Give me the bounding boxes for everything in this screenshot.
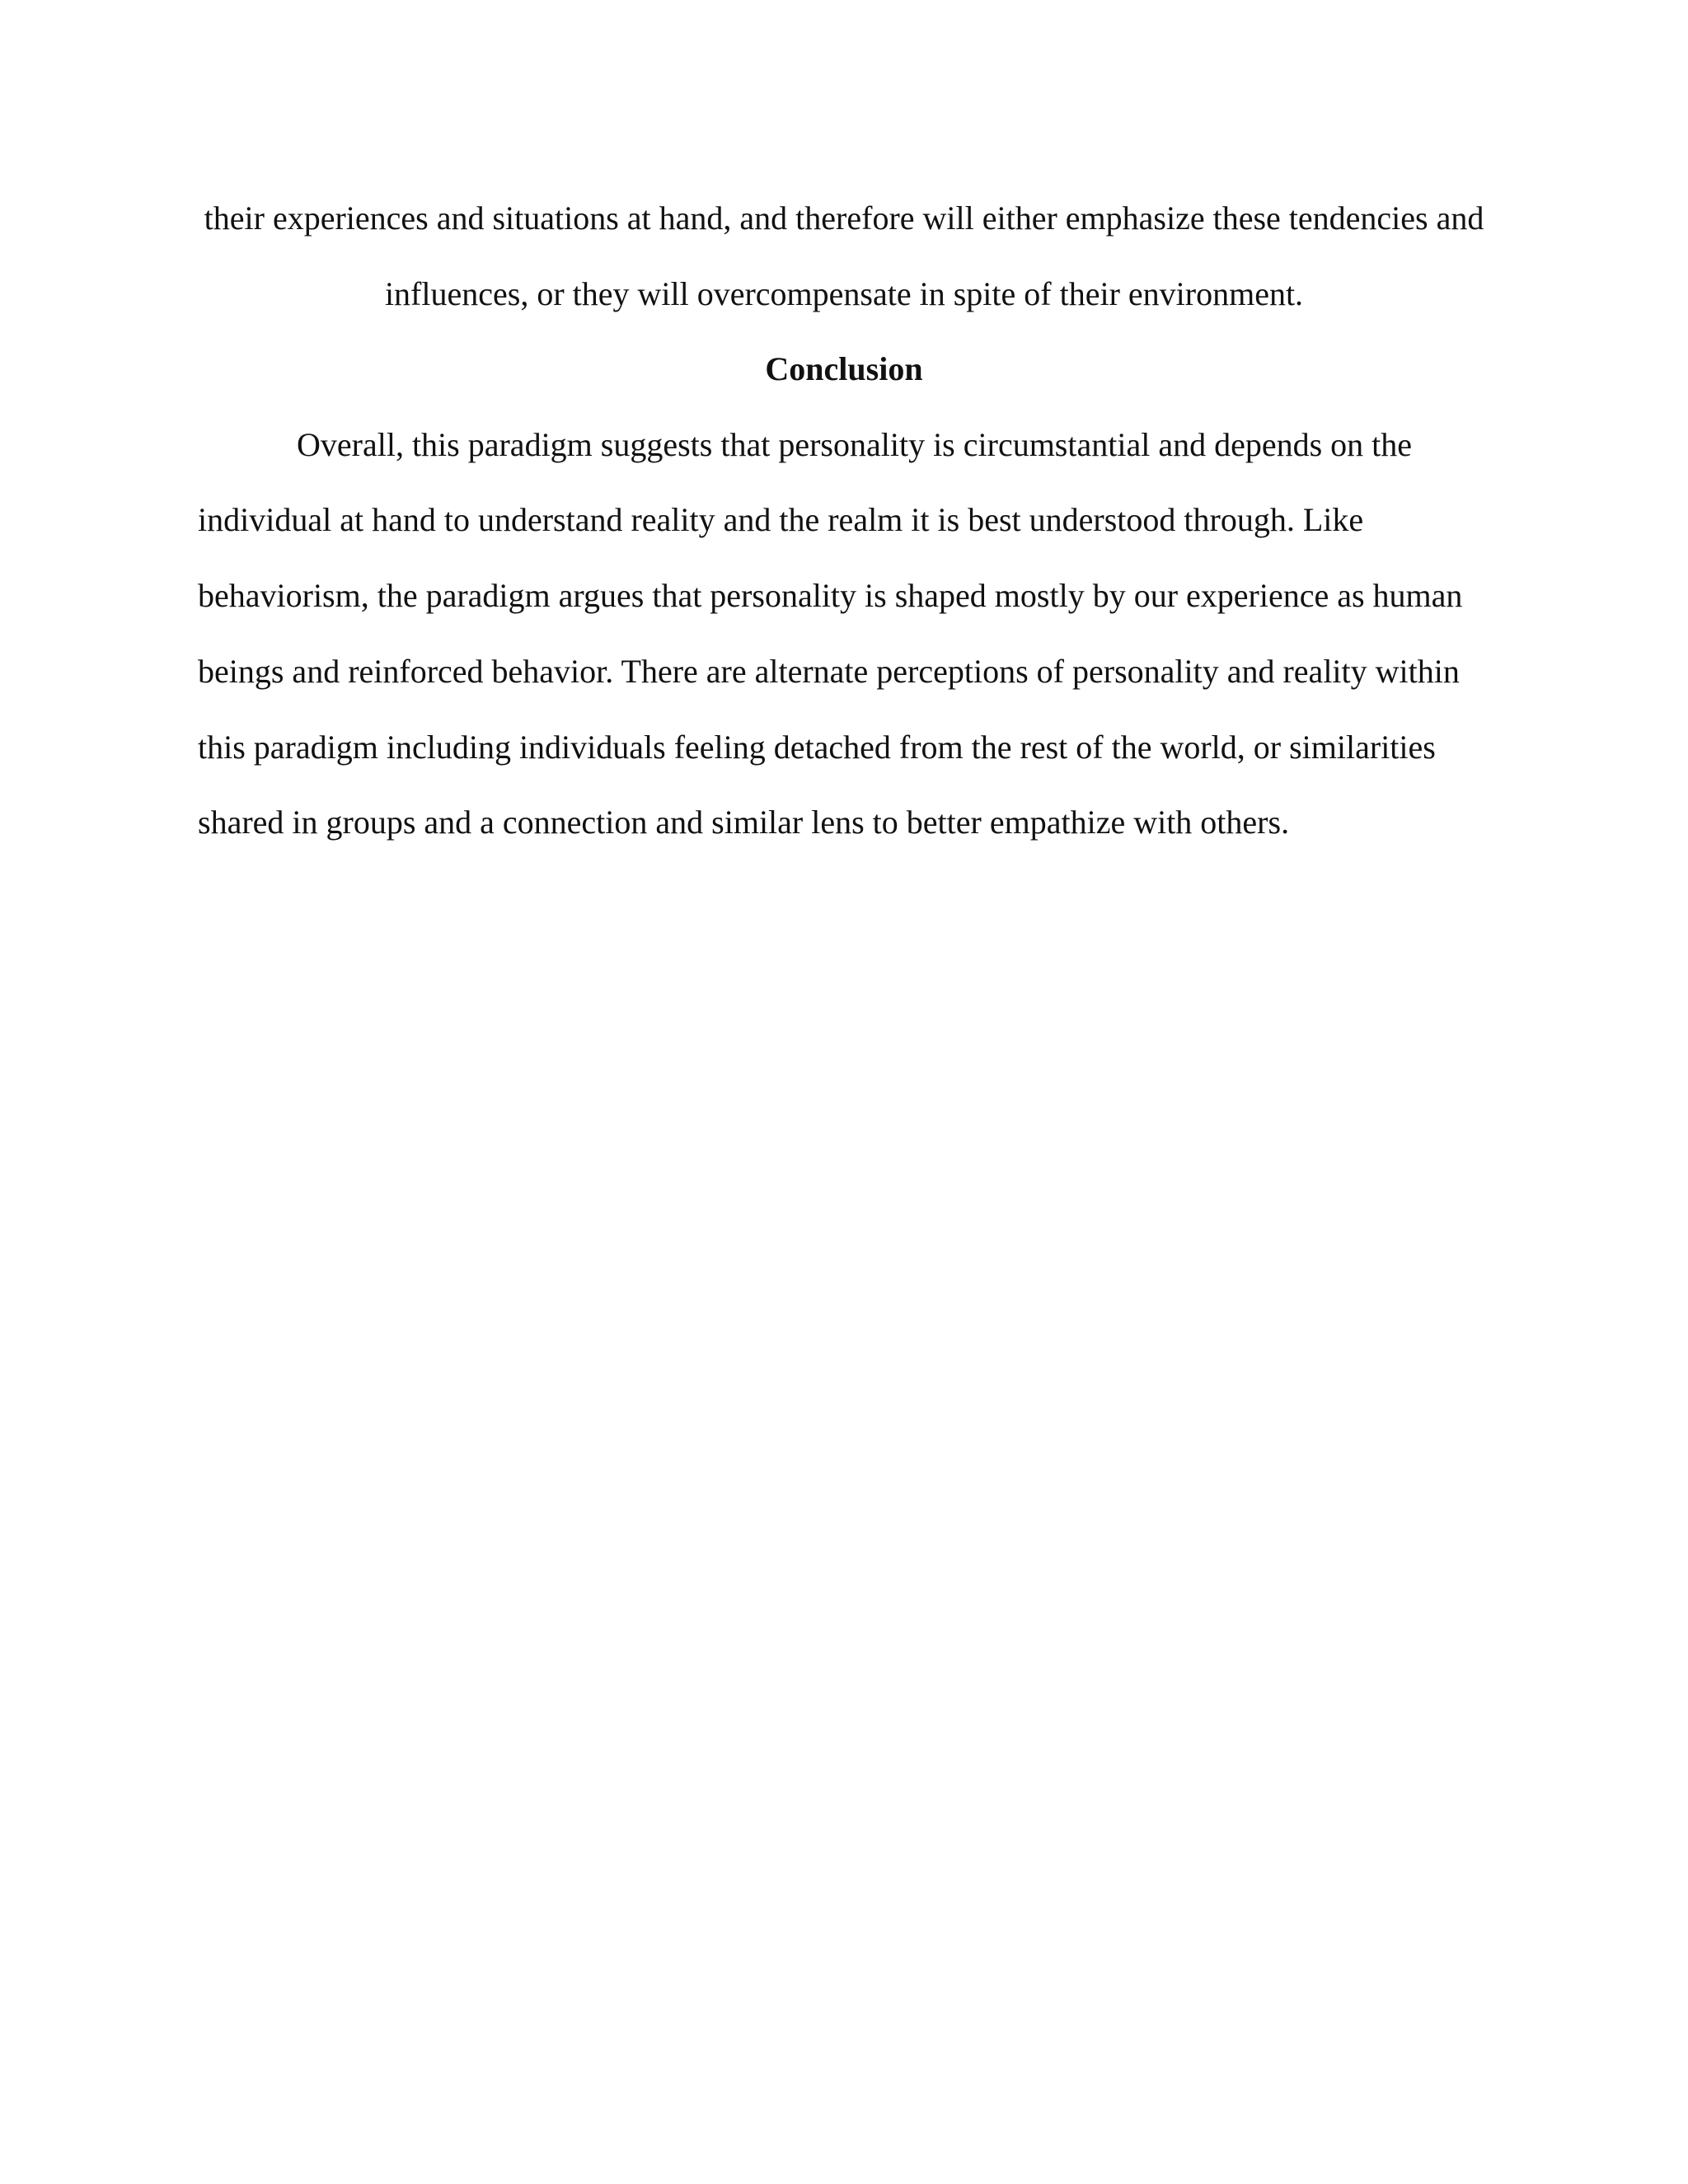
paragraph-line-1: Overall, this paradigm suggests that personality is circumstantial and depends on the (297, 426, 1413, 463)
paragraph-line-3: behaviorism, the paradigm argues that personality is shaped mostly by our experience as human (198, 577, 1463, 614)
section-heading-conclusion: Conclusion (765, 350, 923, 387)
paragraph-line-6: shared in groups and a connection and similar lens to better empathize with others. (198, 804, 1290, 841)
paragraph-line-5: this paradigm including individuals feeling detached from the rest of the world, or similarities (198, 729, 1436, 766)
carryover-line-2: influences, or they will overcompensate in spite of their environment. (384, 275, 1304, 312)
paragraph-line-2: individual at hand to understand reality and the realm it is best understood through. Like (198, 501, 1364, 538)
paragraph-line-4: beings and reinforced behavior. There are alternate perceptions of personality and reality within (198, 653, 1460, 690)
carryover-line-1: their experiences and situations at hand, and therefore will either emphasize these tendencies and (204, 199, 1484, 237)
